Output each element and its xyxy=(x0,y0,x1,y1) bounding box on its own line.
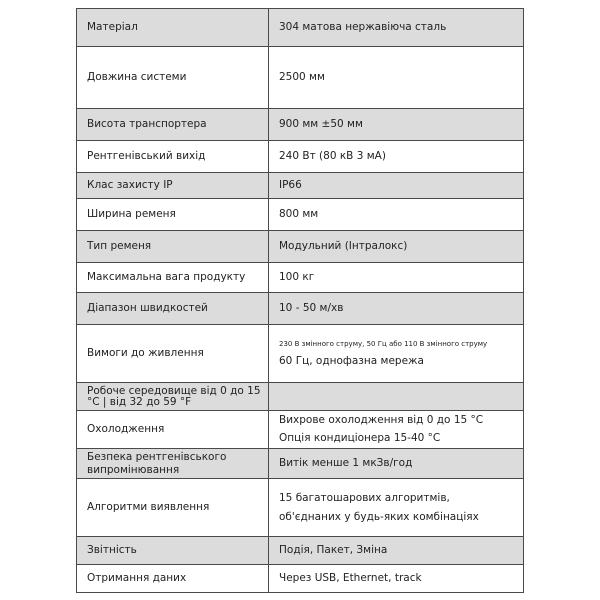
spec-value xyxy=(269,325,524,383)
spec-label: Діапазон швидкостей xyxy=(77,293,269,325)
spec-label: Висота транспортера xyxy=(77,109,269,141)
spec-value-line: 230 В змінного струму, 50 Гц або 110 В змінного струму xyxy=(279,340,488,348)
spec-label: Матеріал xyxy=(77,9,269,47)
spec-value: 240 Вт (80 кВ 3 мА) xyxy=(269,141,524,173)
spec-row-data-acquisition xyxy=(77,565,524,593)
spec-value-line: Вихрове охолодження від 0 до 15 °C xyxy=(279,414,484,426)
spec-label: Вимоги до живлення xyxy=(77,325,269,383)
spec-value: 900 мм ±50 мм xyxy=(269,109,524,141)
spec-value xyxy=(269,479,524,537)
spec-label: Охолодження xyxy=(77,411,269,449)
spec-label: Довжина системи xyxy=(77,47,269,109)
spec-value: Витік менше 1 мкЗв/год xyxy=(269,449,524,479)
spec-label: Ширина ременя xyxy=(77,199,269,231)
spec-label: Рентгенівський вихід xyxy=(77,141,269,173)
spec-row-length xyxy=(77,47,524,109)
spec-value: 10 - 50 м/хв xyxy=(269,293,524,325)
spec-value-line: об'єднаних у будь-яких комбінаціях xyxy=(279,510,479,523)
spec-value: 800 мм xyxy=(269,199,524,231)
spec-value-line: 60 Гц, однофазна мережа xyxy=(279,355,424,367)
spec-label: Звітність xyxy=(77,537,269,565)
spec-label: Алгоритми виявлення xyxy=(77,479,269,537)
spec-value: Через USB, Ethernet, track xyxy=(269,565,524,593)
spec-row-cooling xyxy=(77,411,524,449)
spec-row-power xyxy=(77,325,524,383)
spec-value: IP66 xyxy=(269,173,524,199)
spec-row-belt-width xyxy=(77,199,524,231)
spec-value-line: Опція кондиціонера 15-40 °C xyxy=(279,432,441,444)
spec-row-reporting xyxy=(77,537,524,565)
spec-row-material xyxy=(77,9,524,47)
spec-value: 304 матова нержавіюча сталь xyxy=(269,9,524,47)
spec-row-height xyxy=(77,109,524,141)
spec-value: Модульний (Інтралокс) xyxy=(269,231,524,263)
spec-row-ip-class xyxy=(77,173,524,199)
spec-row-belt-type xyxy=(77,231,524,263)
spec-table xyxy=(76,8,524,593)
spec-row-xray-safety xyxy=(77,449,524,479)
spec-label: Отримання даних xyxy=(77,565,269,593)
spec-value xyxy=(269,383,524,411)
spec-row-speed-range xyxy=(77,293,524,325)
spec-row-max-weight xyxy=(77,263,524,293)
spec-label: Клас захисту IP xyxy=(77,173,269,199)
spec-label: Тип ременя xyxy=(77,231,269,263)
spec-label: Робоче середовище від 0 до 15 °C | від 32 до 59 °F xyxy=(77,383,269,411)
spec-row-algorithms xyxy=(77,479,524,537)
spec-label: Безпека рентгенівського випромінювання xyxy=(77,449,269,479)
spec-value: 2500 мм xyxy=(269,47,524,109)
spec-value: 100 кг xyxy=(269,263,524,293)
spec-value-line: 15 багатошарових алгоритмів, xyxy=(279,491,450,504)
spec-label: Максимальна вага продукту xyxy=(77,263,269,293)
spec-row-xray-output xyxy=(77,141,524,173)
spec-row-environment xyxy=(77,383,524,411)
spec-value: Подія, Пакет, Зміна xyxy=(269,537,524,565)
spec-value xyxy=(269,411,524,449)
